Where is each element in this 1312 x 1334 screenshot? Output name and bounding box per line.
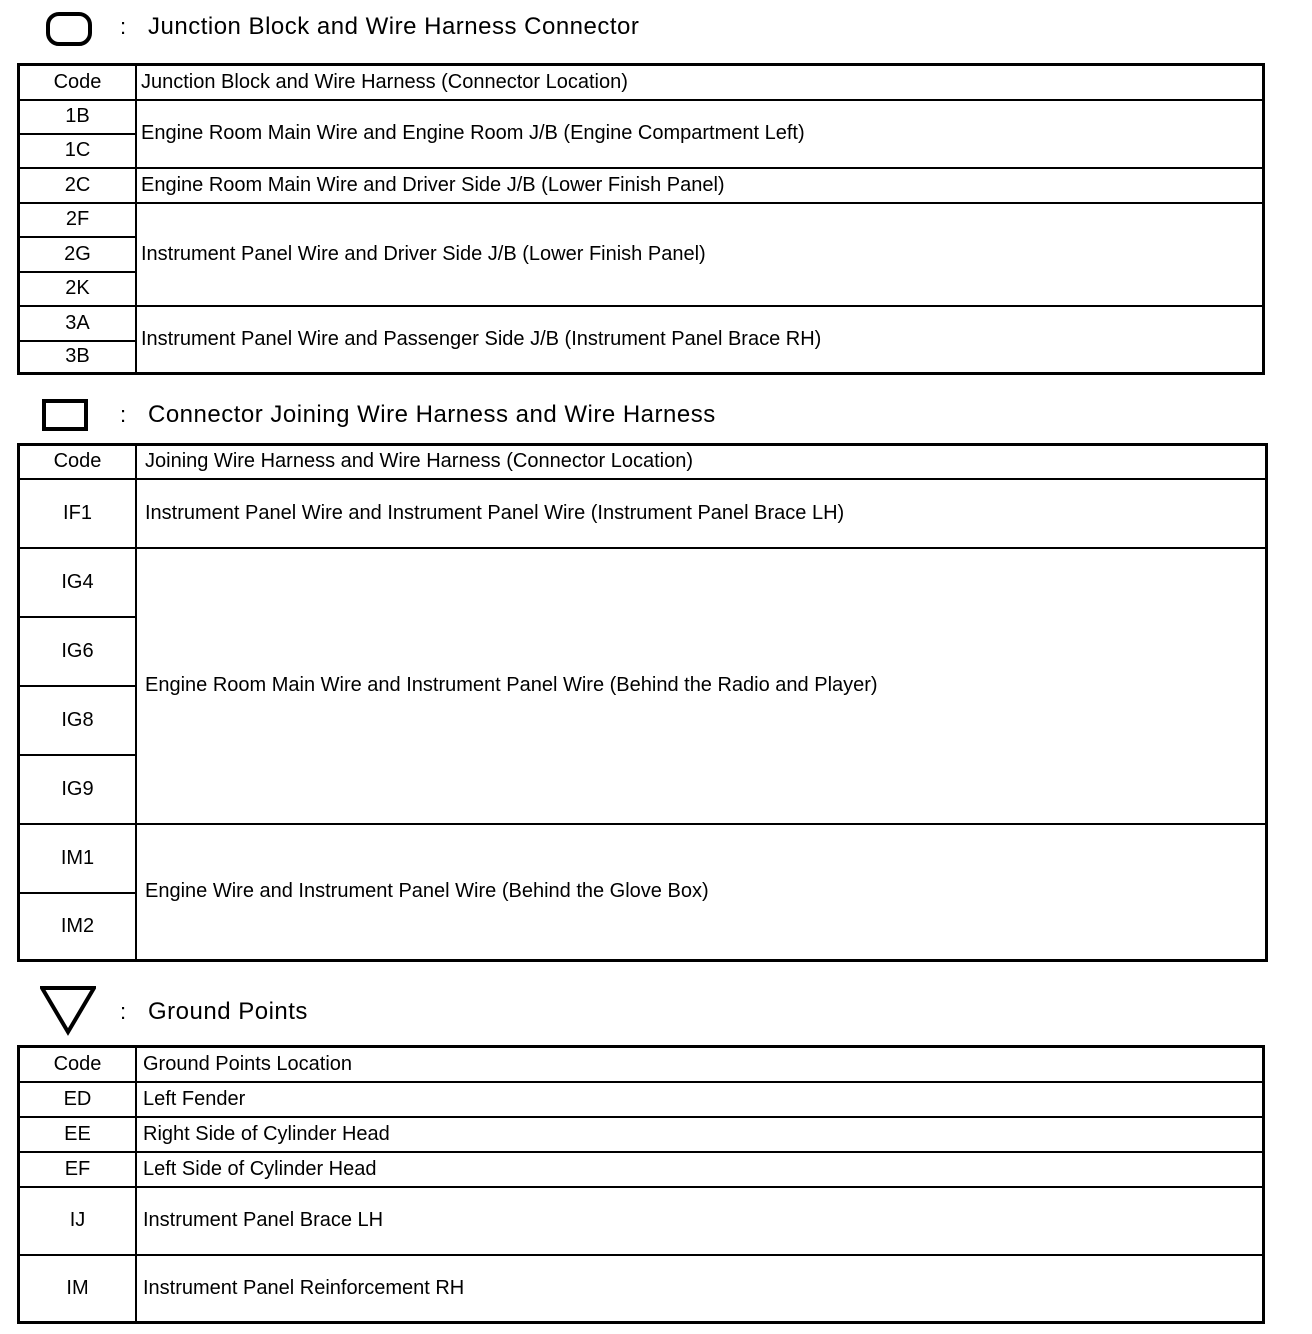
code-cell: 2G: [19, 237, 137, 272]
legend-connector-joining: [40, 393, 940, 437]
section-title: Ground Points: [148, 998, 308, 1025]
desc-cell: Engine Room Main Wire and Driver Side J/B (Lower Finish Panel): [136, 168, 1264, 203]
desc-cell: Instrument Panel Wire and Instrument Panel Wire (Instrument Panel Brace LH): [136, 479, 1267, 548]
code-cell: EF: [19, 1152, 137, 1187]
legend-junction-block: [40, 5, 940, 49]
desc-cell: Engine Room Main Wire and Engine Room J/B (Engine Compartment Left): [136, 100, 1264, 168]
table-row: [19, 100, 1264, 134]
header-desc: Ground Points Location: [136, 1047, 1264, 1082]
code-cell: IG9: [19, 755, 137, 824]
code-cell: 2F: [19, 203, 137, 237]
triangle-down-icon: [40, 986, 96, 1038]
table-row: [19, 203, 1264, 237]
desc-cell: Left Fender: [136, 1082, 1264, 1117]
code-cell: 3A: [19, 306, 137, 341]
section-title: Connector Joining Wire Harness and Wire Harness: [148, 401, 716, 428]
legend-colon: :: [120, 14, 127, 39]
table-row: [19, 168, 1264, 203]
header-code: Code: [19, 1047, 137, 1082]
desc-cell: Engine Wire and Instrument Panel Wire (Behind the Glove Box): [136, 824, 1267, 961]
legend-colon: :: [120, 999, 127, 1024]
table-header-row: [19, 65, 1264, 100]
rounded-rectangle-icon: [40, 5, 96, 49]
desc-cell: Instrument Panel Wire and Passenger Side J/B (Instrument Panel Brace RH): [136, 306, 1264, 374]
junction-block-table: [17, 63, 1265, 375]
desc-cell: Left Side of Cylinder Head: [136, 1152, 1264, 1187]
desc-cell: Instrument Panel Reinforcement RH: [136, 1255, 1264, 1323]
code-cell: 2C: [19, 168, 137, 203]
code-cell: IM1: [19, 824, 137, 893]
table-header-row: [19, 1047, 1264, 1082]
code-cell: ED: [19, 1082, 137, 1117]
header-desc: Junction Block and Wire Harness (Connector Location): [136, 65, 1264, 100]
code-cell: IM: [19, 1255, 137, 1323]
code-cell: 2K: [19, 272, 137, 306]
code-cell: IG6: [19, 617, 137, 686]
header-code: Code: [19, 65, 137, 100]
table-row: [19, 1082, 1264, 1117]
section-title: Junction Block and Wire Harness Connector: [148, 13, 640, 40]
code-cell: EE: [19, 1117, 137, 1152]
table-row: [19, 1117, 1264, 1152]
table-row: [19, 1152, 1264, 1187]
table-row: [19, 1187, 1264, 1255]
table-row: [19, 548, 1267, 617]
table-header-row: [19, 445, 1267, 479]
code-cell: IG4: [19, 548, 137, 617]
header-code: Code: [19, 445, 137, 479]
desc-cell: Engine Room Main Wire and Instrument Panel Wire (Behind the Radio and Player): [136, 548, 1267, 824]
table-row: [19, 306, 1264, 341]
ground-points-table: [17, 1045, 1265, 1324]
code-cell: 1C: [19, 134, 137, 168]
table-row: [19, 479, 1267, 548]
connector-joining-table: [17, 443, 1268, 962]
code-cell: IJ: [19, 1187, 137, 1255]
legend-colon: :: [120, 402, 127, 427]
rectangle-icon: [40, 393, 96, 437]
desc-cell: Instrument Panel Brace LH: [136, 1187, 1264, 1255]
table-row: [19, 1255, 1264, 1323]
desc-cell: Right Side of Cylinder Head: [136, 1117, 1264, 1152]
table-row: [19, 824, 1267, 893]
code-cell: IM2: [19, 893, 137, 961]
legend-ground-points: [40, 986, 940, 1038]
code-cell: 1B: [19, 100, 137, 134]
desc-cell: Instrument Panel Wire and Driver Side J/B (Lower Finish Panel): [136, 203, 1264, 306]
code-cell: IG8: [19, 686, 137, 755]
code-cell: IF1: [19, 479, 137, 548]
code-cell: 3B: [19, 341, 137, 374]
header-desc: Joining Wire Harness and Wire Harness (Connector Location): [136, 445, 1267, 479]
